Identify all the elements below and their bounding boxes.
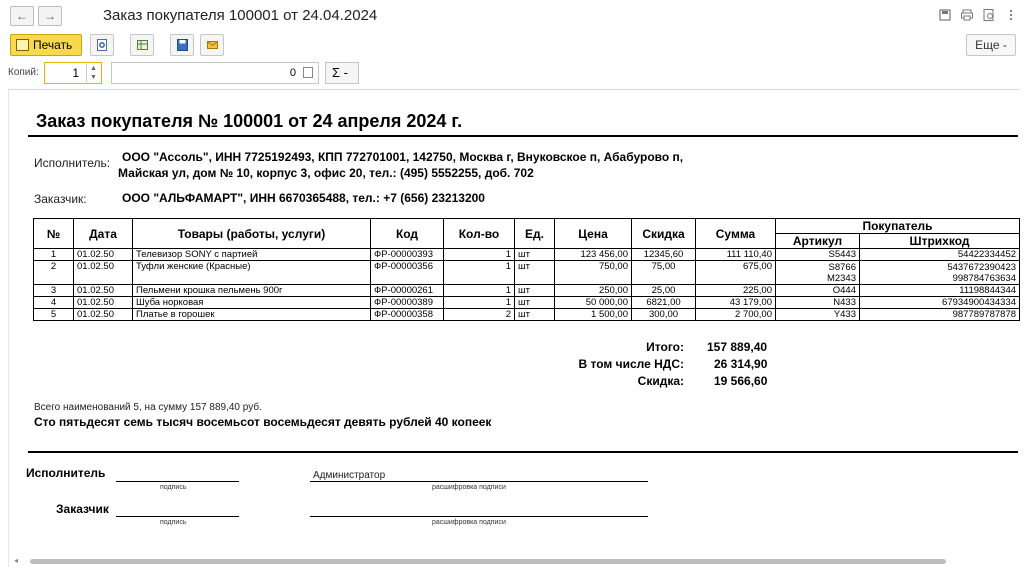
row-unit: шт (515, 249, 555, 261)
row-discount: 300,00 (632, 309, 696, 321)
envelope-icon (207, 39, 218, 51)
row-price: 123 456,00 (555, 249, 632, 261)
items-table (33, 218, 1020, 321)
print-button[interactable] (10, 34, 82, 56)
row-barcode: 5437672390423 (947, 261, 1017, 273)
window-title: Заказ покупателя 100001 от 24.04.2024 (103, 7, 378, 24)
col-unit: Ед. (515, 219, 555, 249)
executor-decode-line (310, 481, 648, 482)
row-article: N433 (776, 297, 860, 309)
more-vertical-icon[interactable] (1004, 8, 1018, 22)
row-unit: шт (515, 297, 555, 309)
title-divider (28, 135, 1018, 137)
row-code: ФР-00000389 (371, 297, 444, 309)
row-goods: Платье в горошек (133, 309, 371, 321)
row-date: 01.02.50 (74, 261, 133, 285)
row-code: ФР-00000356 (371, 261, 444, 285)
magnifier-page-icon (97, 39, 108, 51)
items-count-line: Всего наименований 5, на сумму 157 889,40 руб. (34, 402, 262, 413)
col-code: Код (371, 219, 444, 249)
copies-row (0, 60, 1024, 86)
amount-in-words: Сто пятьдесят семь тысяч восемьсот восемьдесят девять рублей 40 копеек (34, 415, 492, 429)
preview-button[interactable] (90, 34, 114, 56)
row-code: ФР-00000393 (371, 249, 444, 261)
row-sum: 2 700,00 (696, 309, 776, 321)
row-qty: 1 (444, 249, 515, 261)
copies-label: Копий: (8, 67, 39, 78)
sum-field[interactable]: 0 (111, 62, 319, 84)
row-goods: Пельмени крошка пельмень 900г (133, 285, 371, 297)
arrow-right-icon: → (44, 9, 56, 23)
col-discount: Скидка (632, 219, 696, 249)
vat-label: В том числе НДС: (578, 357, 684, 371)
document-title: Заказ покупателя № 100001 от 24 апреля 2024 г. (36, 111, 463, 131)
calculator-icon[interactable] (303, 67, 313, 78)
executor-signature-line (116, 481, 239, 482)
copies-input[interactable]: 1 (44, 62, 102, 84)
row-num: 1 (34, 249, 74, 261)
title-bar (0, 0, 1024, 32)
row-qty: 1 (444, 261, 515, 285)
row-article-2: M2343 (826, 272, 856, 284)
table-row (34, 261, 1020, 285)
customer-decode-line (310, 516, 648, 517)
row-code: ФР-00000358 (371, 309, 444, 321)
arrow-left-icon: ← (16, 9, 28, 23)
row-goods: Туфли женские (Красные) (133, 261, 371, 285)
horizontal-scrollbar[interactable] (30, 559, 946, 564)
edit-button[interactable] (130, 34, 154, 56)
sum-mode-button[interactable]: Σ - (325, 62, 359, 84)
row-qty: 1 (444, 285, 515, 297)
col-num: № (34, 219, 74, 249)
save-button[interactable] (170, 34, 194, 56)
print-icon[interactable] (960, 8, 974, 22)
row-discount: 75,00 (632, 261, 696, 285)
row-price: 50 000,00 (555, 297, 632, 309)
row-price: 250,00 (555, 285, 632, 297)
row-barcode-2: 998784763634 (952, 272, 1017, 284)
window-actions (938, 8, 1018, 22)
col-goods: Товары (работы, услуги) (133, 219, 371, 249)
row-qty: 2 (444, 309, 515, 321)
row-article: S5443 (776, 249, 860, 261)
row-date: 01.02.50 (74, 249, 133, 261)
command-bar (0, 32, 1024, 58)
executor-signature-caption: подпись (160, 484, 187, 491)
row-sum: 675,00 (696, 261, 776, 285)
row-unit: шт (515, 285, 555, 297)
discount-total-value: 19 566,60 (714, 374, 768, 388)
row-barcode: 67934900434334 (860, 297, 1020, 309)
forward-button[interactable] (38, 6, 62, 26)
row-code: ФР-00000261 (371, 285, 444, 297)
preview-icon[interactable] (982, 8, 996, 22)
executor-line-1: ООО "Ассоль", ИНН 7725192493, КПП 772701001, 142750, Москва г, Внуковское п, Абабурово п, (122, 150, 684, 164)
copies-stepper[interactable]: ▲ ▼ (86, 64, 100, 82)
row-discount: 25,00 (632, 285, 696, 297)
col-article: Артикул (776, 234, 860, 249)
col-barcode: Штрихкод (860, 234, 1020, 249)
row-goods: Телевизор SONY с партией (133, 249, 371, 261)
row-unit: шт (515, 261, 555, 285)
row-barcode: 11198844344 (860, 285, 1020, 297)
row-sum: 225,00 (696, 285, 776, 297)
col-date: Дата (74, 219, 133, 249)
row-barcode: 987789787878 (860, 309, 1020, 321)
row-num: 4 (34, 297, 74, 309)
printer-icon (16, 39, 29, 51)
edit-grid-icon (137, 39, 148, 51)
row-goods: Шуба норковая (133, 297, 371, 309)
customer-signature-line (116, 516, 239, 517)
row-article-cell (776, 261, 860, 285)
email-button[interactable] (200, 34, 224, 56)
row-discount: 6821,00 (632, 297, 696, 309)
table-row (34, 297, 1020, 309)
row-price: 1 500,00 (555, 309, 632, 321)
row-article: O444 (776, 285, 860, 297)
row-qty: 1 (444, 297, 515, 309)
total-label: Итого: (646, 340, 684, 354)
total-value: 157 889,40 (707, 340, 768, 354)
row-num: 2 (34, 261, 74, 285)
floppy-icon (177, 39, 188, 51)
print-button-label: Печать (33, 38, 73, 52)
back-button[interactable] (10, 6, 34, 26)
customer-decode-caption: расшифровка подписи (432, 519, 506, 526)
save-icon[interactable] (938, 8, 952, 22)
more-button[interactable]: Еще - (966, 34, 1016, 56)
row-num: 5 (34, 309, 74, 321)
executor-decode-caption: расшифровка подписи (432, 484, 506, 491)
scroll-left-icon[interactable]: ◂ (14, 556, 19, 565)
row-barcode: 54422334452 (860, 249, 1020, 261)
signature-divider (28, 451, 1018, 453)
customer-value: ООО "АЛЬФАМАРТ", ИНН 6670365488, тел.: +7 (656) 23213200 (122, 191, 485, 205)
row-num: 3 (34, 285, 74, 297)
row-price: 750,00 (555, 261, 632, 285)
row-sum: 111 110,40 (696, 249, 776, 261)
table-row (34, 249, 1020, 261)
table-row (34, 285, 1020, 297)
col-sum: Сумма (696, 219, 776, 249)
customer-signature-caption: подпись (160, 519, 187, 526)
vat-value: 26 314,90 (714, 357, 768, 371)
row-date: 01.02.50 (74, 297, 133, 309)
col-price: Цена (555, 219, 632, 249)
customer-signature-label: Заказчик (56, 502, 109, 516)
executor-decode-name: Администратор (313, 470, 386, 481)
row-article: S8766 (828, 261, 856, 273)
row-sum: 43 179,00 (696, 297, 776, 309)
row-discount: 12345,60 (632, 249, 696, 261)
discount-total-label: Скидка: (637, 374, 684, 388)
row-article: Y433 (776, 309, 860, 321)
executor-signature-label: Исполнитель (26, 466, 106, 480)
row-date: 01.02.50 (74, 285, 133, 297)
col-buyer: Покупатель (776, 219, 1020, 234)
row-unit: шт (515, 309, 555, 321)
row-barcode-cell (860, 261, 1020, 285)
table-row (34, 309, 1020, 321)
executor-label: Исполнитель: (34, 156, 111, 170)
row-date: 01.02.50 (74, 309, 133, 321)
customer-label: Заказчик: (34, 192, 87, 206)
col-qty: Кол-во (444, 219, 515, 249)
executor-line-2: Майская ул, дом № 10, корпус 3, офис 20, тел.: (495) 5552255, доб. 702 (118, 166, 534, 180)
